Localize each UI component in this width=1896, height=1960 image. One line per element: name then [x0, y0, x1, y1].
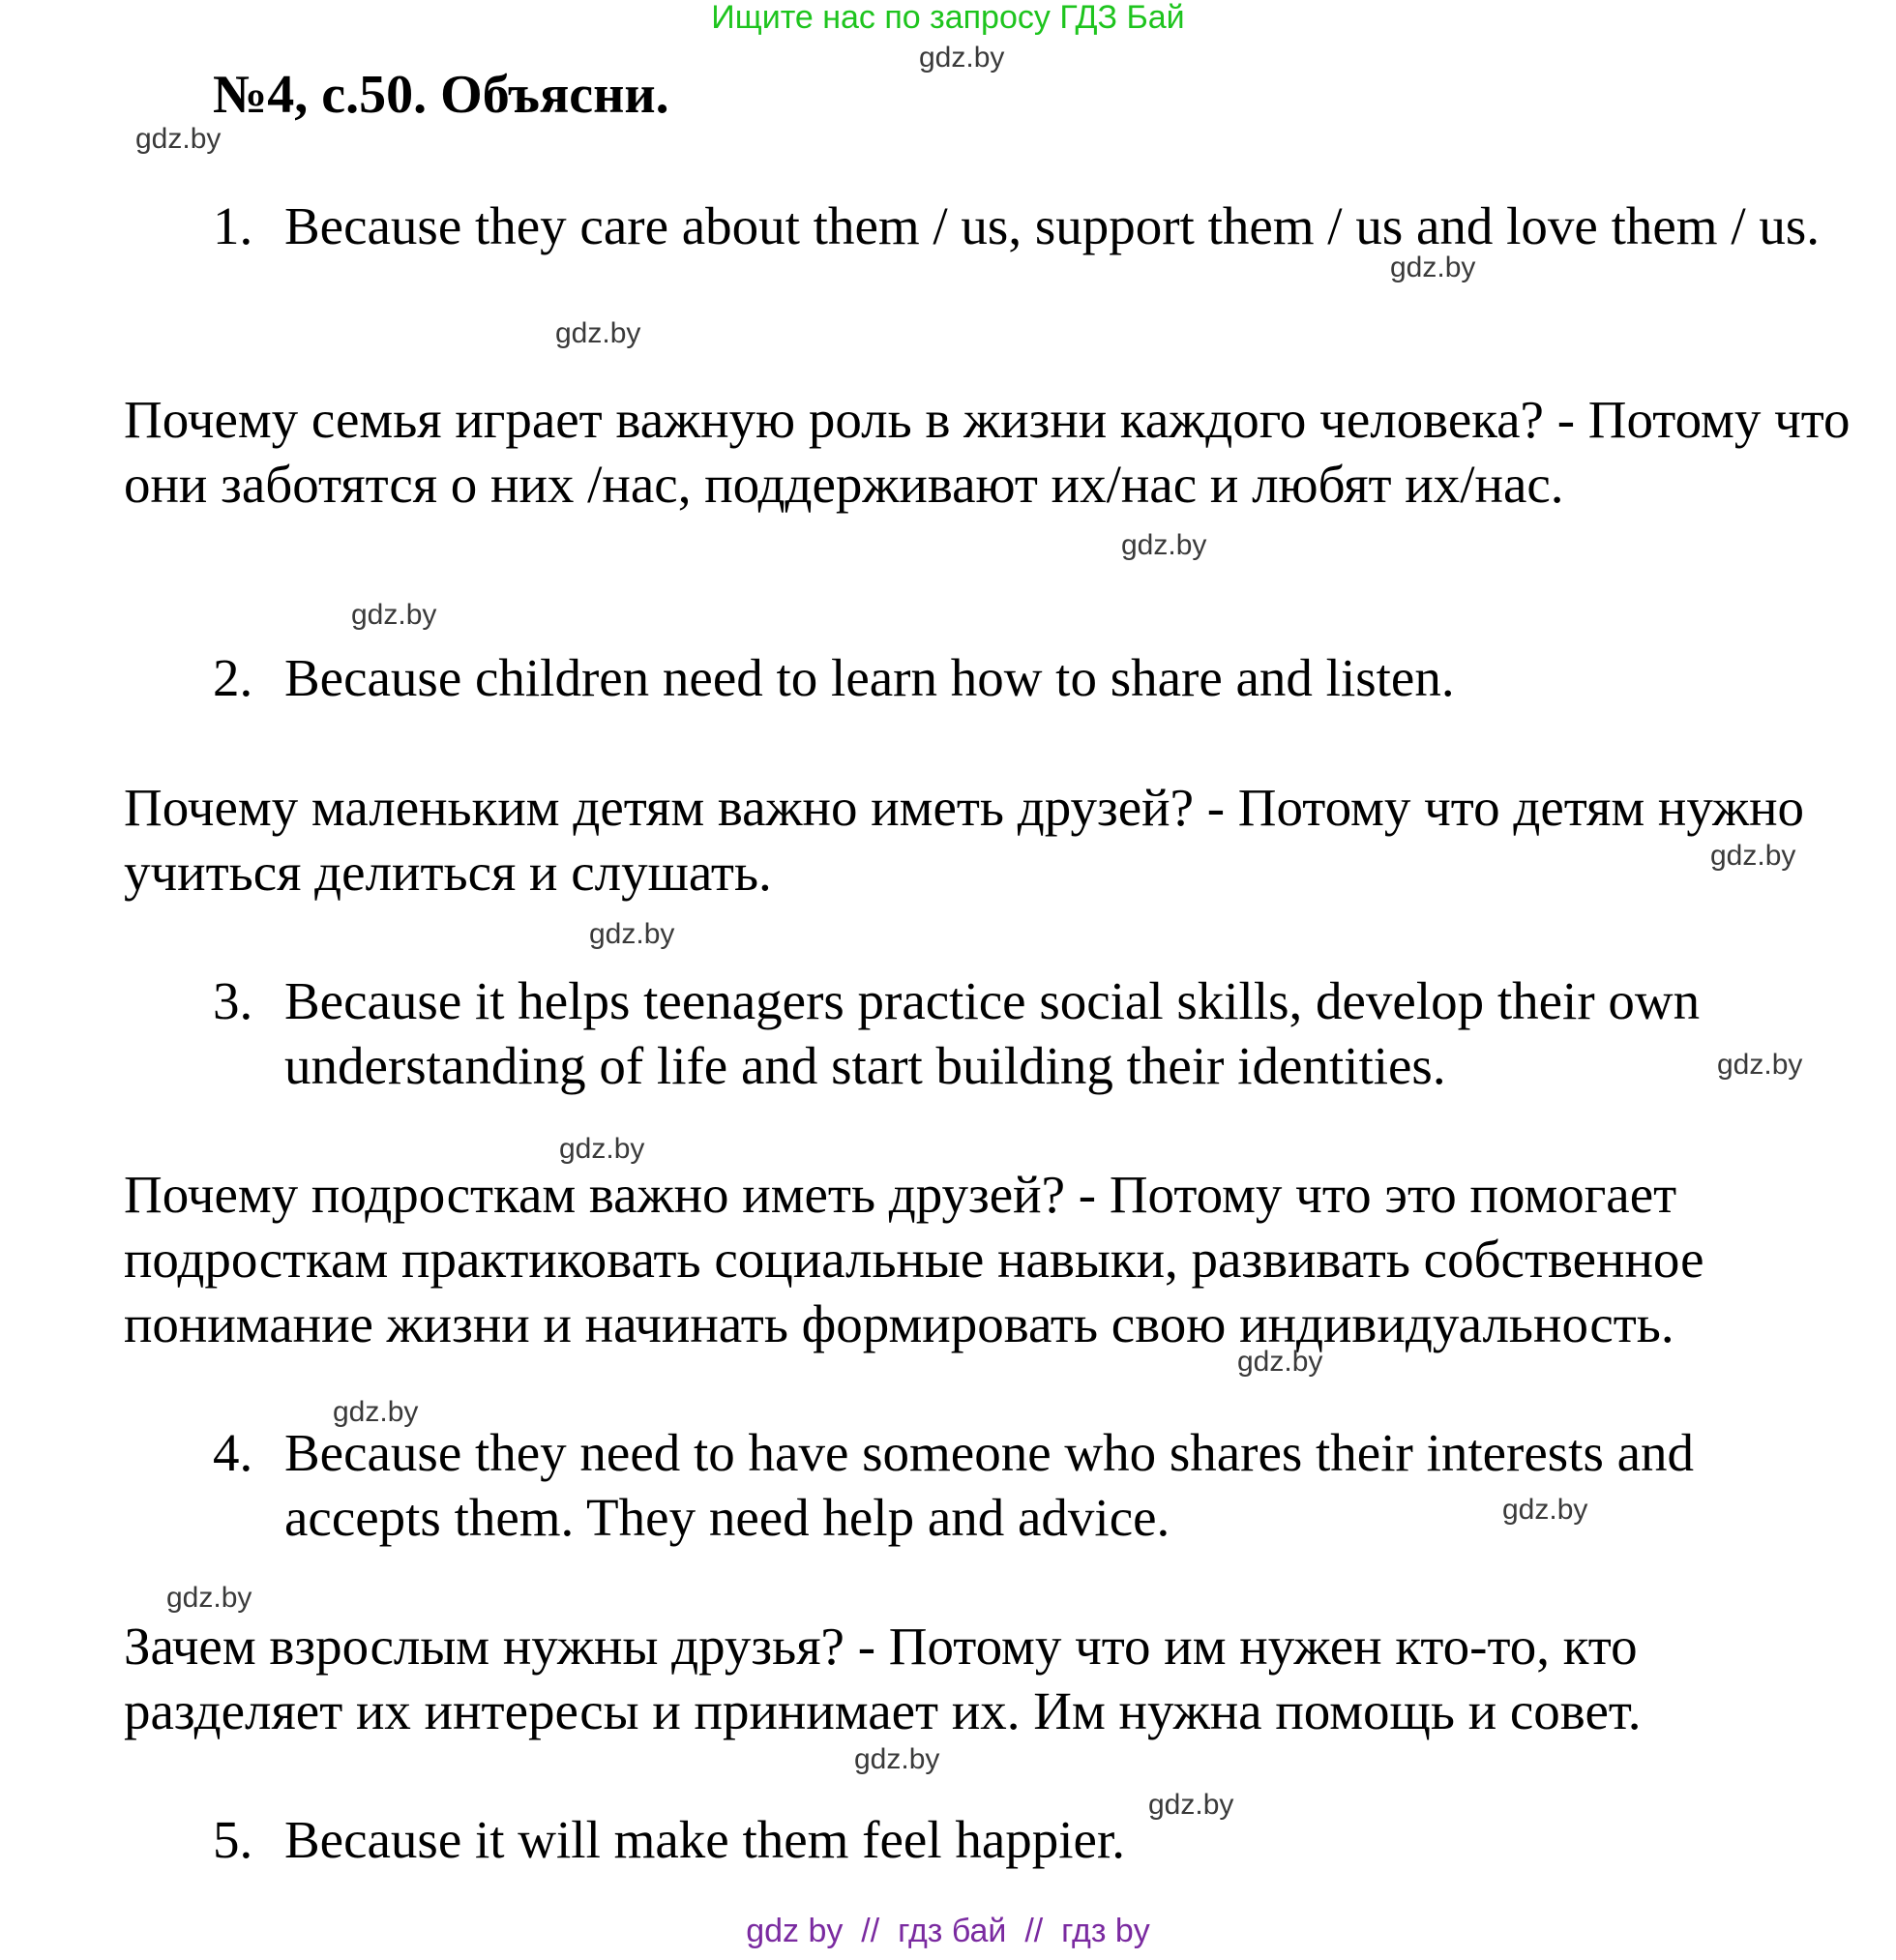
- watermark: gdz.by: [1710, 840, 1796, 872]
- watermark: gdz.by: [1390, 252, 1476, 283]
- watermark: gdz.by: [166, 1582, 252, 1614]
- item-text: Because it will make them feel happier.: [284, 1810, 1125, 1869]
- item-text: Because they need to have someone who shares their interests and accepts them. They need help and advice.: [284, 1423, 1695, 1547]
- answer-item-5: [213, 1807, 1838, 1872]
- watermark: gdz.by: [1502, 1494, 1588, 1526]
- answer-item-2: [213, 645, 1838, 710]
- exercise-heading: №4, с.50. Объясни.: [213, 65, 669, 125]
- watermark: gdz.by: [555, 317, 641, 349]
- watermark: gdz.by: [1237, 1346, 1323, 1378]
- answer-item-1: [213, 193, 1838, 258]
- watermark: gdz.by: [1717, 1049, 1803, 1081]
- translation-3: Почему подросткам важно иметь друзей? - Потому что это помогает подросткам практиковать социальные навыки, развивать собственное понимание жизни и начинать формировать свою индивидуальность.: [124, 1165, 1704, 1353]
- search-banner: Ищите нас по запросу ГДЗ Бай: [711, 0, 1185, 36]
- watermark: gdz.by: [1121, 529, 1207, 561]
- answer-item-3: [213, 968, 1838, 1098]
- watermark: gdz.by: [351, 599, 437, 631]
- watermark: gdz.by: [135, 123, 222, 155]
- item-text: Because it helps teenagers practice social skills, develop their own understanding of life and start building their identities.: [284, 971, 1701, 1095]
- translation-4: Зачем взрослым нужны друзья? - Потому что им нужен кто-то, кто разделяет их интересы и принимает их. Им нужна помощь и совет.: [124, 1617, 1642, 1740]
- translation-1: Почему семья играет важную роль в жизни каждого человека? - Потому что они заботятся о них /нас, поддерживают их/нас и любят их/нас.: [124, 390, 1851, 514]
- item-number: 5.: [213, 1810, 253, 1869]
- item-text: Because they care about them / us, support them / us and love them / us.: [284, 196, 1820, 255]
- watermark: gdz.by: [589, 918, 675, 950]
- answer-item-4: [213, 1420, 1838, 1550]
- watermark: gdz.by: [559, 1133, 645, 1165]
- item-number: 2.: [213, 648, 253, 707]
- watermark: gdz.by: [1148, 1789, 1234, 1821]
- footer-links: gdz by // гдз бай // гдз by: [746, 1913, 1150, 1949]
- item-number: 1.: [213, 196, 253, 255]
- item-text: Because children need to learn how to share and listen.: [284, 648, 1455, 707]
- watermark: gdz.by: [854, 1743, 940, 1775]
- watermark: gdz.by: [333, 1396, 419, 1428]
- translation-2: Почему маленьким детям важно иметь друзей? - Потому что детям нужно учиться делиться и слушать.: [124, 778, 1805, 902]
- item-number: 4.: [213, 1423, 253, 1482]
- watermark: gdz.by: [919, 42, 1005, 74]
- item-number: 3.: [213, 971, 253, 1030]
